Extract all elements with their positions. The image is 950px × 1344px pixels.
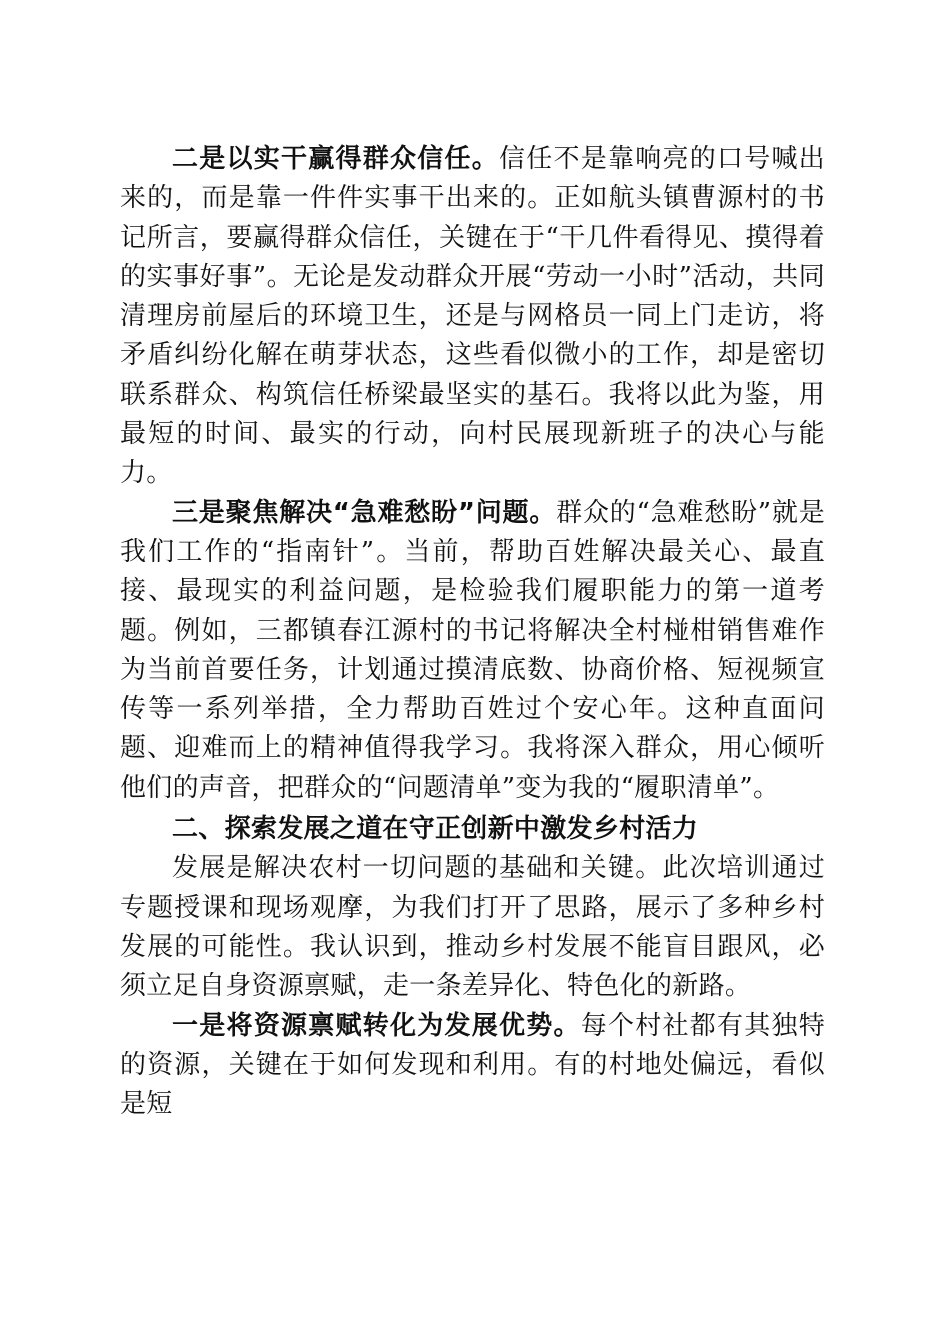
paragraph-text: 群众的“急难愁盼”就是我们工作的“指南针”。当前，帮助百姓解决最关心、最直接、最现实的利益问题，是检验我们履职能力的第一道考题。例如，三都镇春江源村的书记将解决全村椪柑销售难作为当前首要任务，计划通过摸清底数、协商价格、短视频宣传等一系列举措，全力帮助百姓过个安心年。这种直面问题、迎难而上的精神值得我学习。我将深入群众，用心倾听他们的声音，把群众的“问题清单”变为我的“履职清单”。 — [120, 497, 825, 803]
paragraph-text: 信任不是靠响亮的口号喊出来的，而是靠一件件实事干出来的。正如航头镇曹源村的书记所言，要赢得群众信任，关键在于“干几件看得见、摸得着的实事好事”。无论是发动群众开展“劳动一小时”活动，共同清理房前屋后的环境卫生，还是与网格员一同上门走访，将矛盾纠纷化解在萌芽状态，这些看似微小的工作，却是密切联系群众、构筑信任桥梁最坚实的基石。我将以此为鉴，用最短的时间、最实的行动，向村民展现新班子的决心与能力。 — [120, 144, 825, 489]
paragraph-text: 每个村社都有其独特的资源，关键在于如何发现和利用。有的村地处偏远，看似是短 — [120, 1010, 825, 1120]
paragraph-text: 发展是解决农村一切问题的基础和关键。此次培训通过专题授课和现场观摩，为我们打开了思路，展示了多种乡村发展的可能性。我认识到，推动乡村发展不能盲目跟风，必须立足自身资源禀赋，走一条差异化、特色化的新路。 — [120, 853, 825, 1002]
paragraph-trust — [120, 140, 825, 494]
paragraph-development — [120, 849, 825, 1006]
paragraph-resources — [120, 1007, 825, 1125]
paragraph-lead: 二是以实干赢得群众信任。 — [172, 144, 499, 174]
section-heading: 二、探索发展之道在守正创新中激发乡村活力 — [172, 814, 699, 845]
paragraph-lead: 一是将资源禀赋转化为发展优势。 — [172, 1010, 581, 1041]
document-body — [120, 140, 825, 1124]
paragraph-lead: 三是聚焦解决“急难愁盼”问题。 — [172, 497, 557, 528]
paragraph-urgent-issues — [120, 494, 825, 808]
